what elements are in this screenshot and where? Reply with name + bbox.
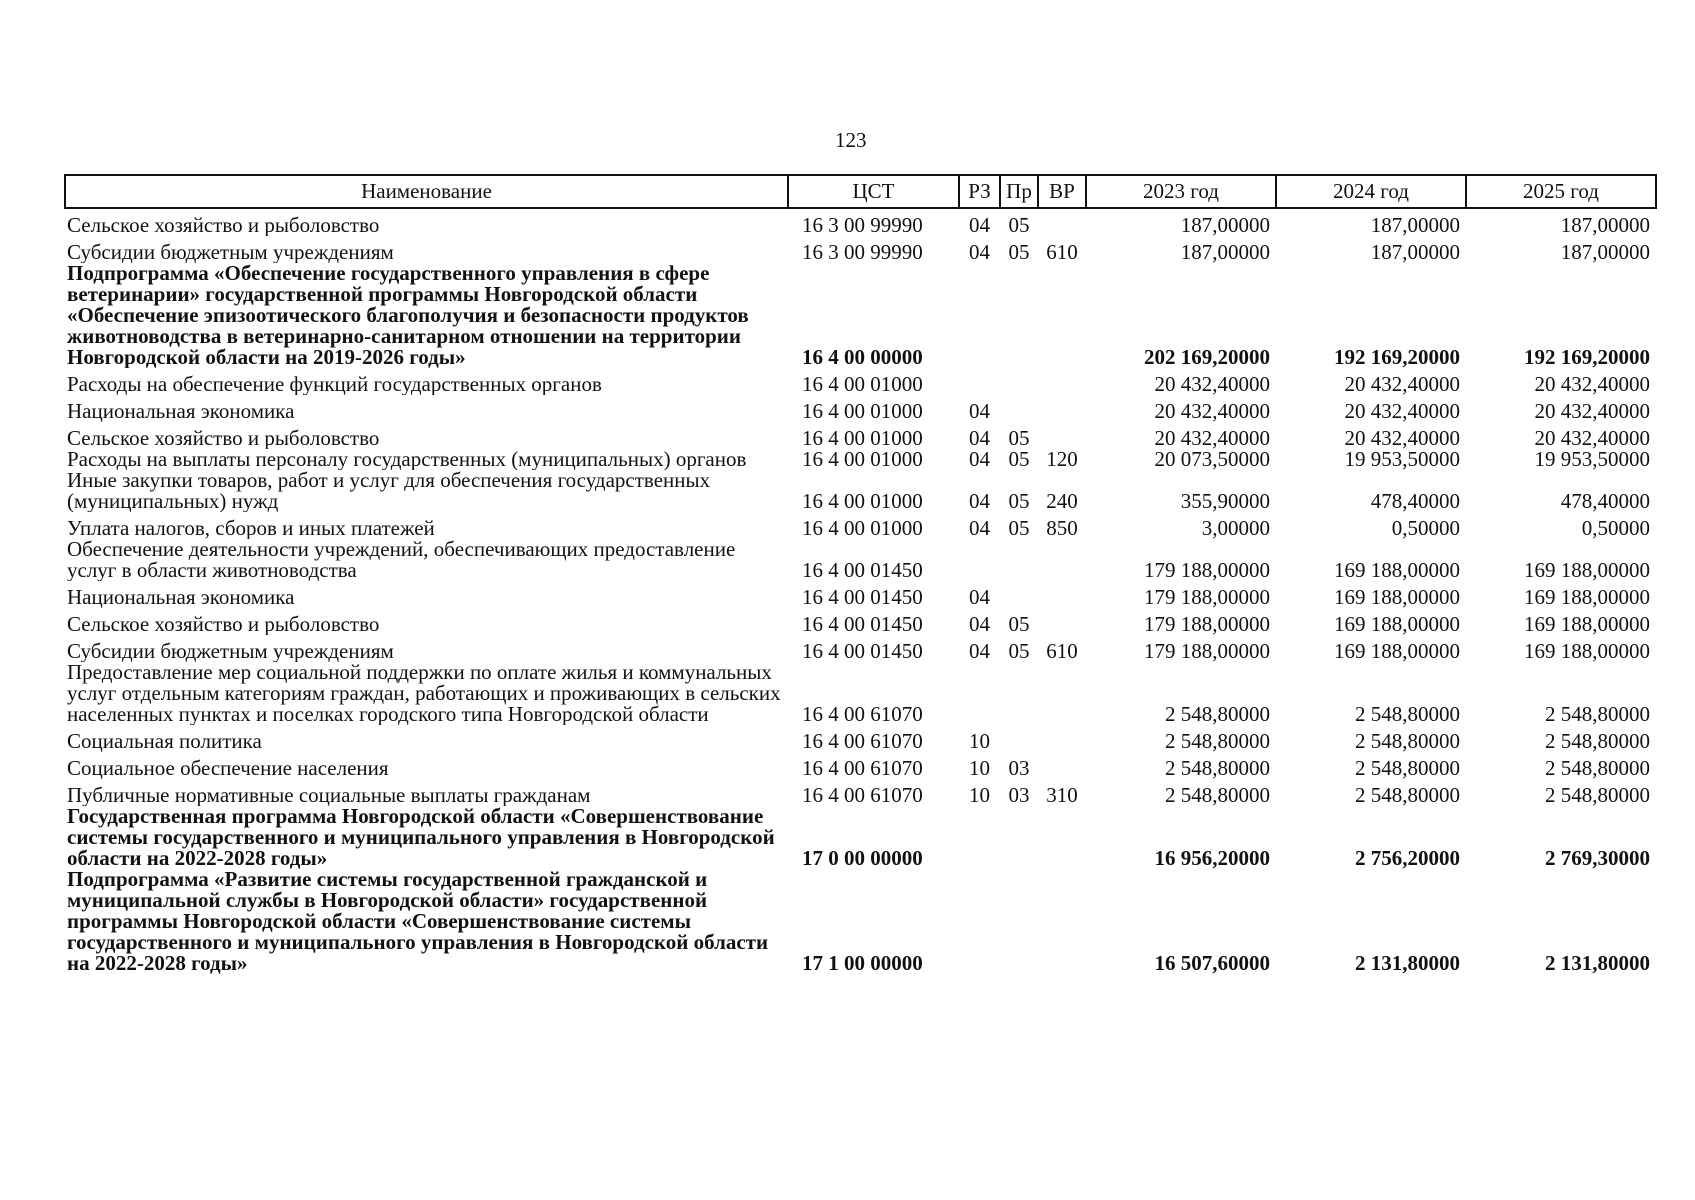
table-row [65,395,1656,422]
table-row [65,368,1656,395]
row-value-2025: 169 188,00000 [1524,612,1650,635]
row-cst: 16 4 00 01000 [802,449,923,470]
row-name: Иные закупки товаров, работ и услуг для обеспечения государственных (муниципальных) нужд [67,470,711,512]
row-value-2025: 2 548,80000 [1545,756,1650,779]
row-name: Национальная экономика [67,585,295,608]
row-cst: 17 0 00 00000 [802,846,923,869]
row-value-2025: 187,00000 [1560,240,1650,263]
row-cst: 16 4 00 01000 [802,372,923,395]
page-number: 123 [835,128,867,152]
row-rz: 10 [969,783,990,806]
row-value-2025: 478,40000 [1560,489,1650,512]
row-value-2025: 19 953,50000 [1534,449,1650,470]
row-value-2023: 20 432,40000 [1154,399,1270,422]
table-body [65,208,1656,974]
row-vr [1038,581,1086,608]
row-rz [959,806,1000,869]
row-rz: 04 [969,516,990,539]
row-rz: 10 [969,756,990,779]
row-value-2025: 2 131,80000 [1545,951,1650,974]
row-rz: 04 [969,449,990,470]
row-rz [959,263,1000,368]
row-value-2024: 2 131,80000 [1355,951,1460,974]
table-row [65,806,1656,869]
row-value-2023: 179 188,00000 [1144,558,1270,581]
row-rz [959,539,1000,581]
row-value-2023: 2 548,80000 [1165,702,1270,725]
table-row [65,470,1656,512]
row-pr [1000,395,1038,422]
row-cst: 16 4 00 61070 [802,729,923,752]
row-pr [1000,806,1038,869]
row-value-2025: 187,00000 [1560,213,1650,236]
row-pr: 05 [1008,489,1030,512]
row-name: Государственная программа Новгородской области «Совершенствование системы государственного и муниципального управления в Новгородской области на 2022-2028 годы» [67,806,775,869]
row-name: Социальная политика [67,729,262,752]
row-pr: 05 [1008,516,1030,539]
table-row [65,208,1656,236]
row-value-2023: 187,00000 [1180,213,1270,236]
row-pr [1000,368,1038,395]
column-header-pr: Пр [1000,175,1038,208]
row-cst: 16 4 00 61070 [802,756,923,779]
row-value-2024: 2 548,80000 [1355,756,1460,779]
row-rz [959,662,1000,725]
column-header-2024: 2024 год [1276,175,1466,208]
row-name: Предоставление мер социальной поддержки по оплате жилья и коммунальных услуг отдельным категориям граждан, работающих и проживающих в сельских населенных пунктах и поселках городского типа Новгородской области [67,662,781,725]
row-rz: 04 [969,585,990,608]
row-cst: 16 4 00 01450 [802,585,923,608]
row-vr [1038,725,1086,752]
row-cst: 16 4 00 01000 [802,426,923,449]
row-pr: 03 [1008,756,1030,779]
row-pr [1000,539,1038,581]
row-value-2024: 0,50000 [1391,516,1460,539]
table-row [65,635,1656,662]
row-vr [1038,608,1086,635]
row-value-2025: 0,50000 [1581,516,1650,539]
row-pr [1000,869,1038,974]
row-value-2024: 169 188,00000 [1334,558,1460,581]
row-cst: 16 4 00 01000 [802,399,923,422]
table-row [65,539,1656,581]
row-name: Сельское хозяйство и рыболовство [67,426,380,449]
row-value-2025: 2 548,80000 [1545,702,1650,725]
row-name: Национальная экономика [67,399,295,422]
row-name: Расходы на обеспечение функций государственных органов [67,372,602,395]
row-vr: 610 [1046,240,1078,263]
row-pr [1000,263,1038,368]
row-cst: 16 4 00 61070 [802,702,923,725]
row-cst: 16 3 00 99990 [802,240,923,263]
row-value-2024: 2 548,80000 [1355,729,1460,752]
row-value-2024: 187,00000 [1370,213,1460,236]
row-cst: 16 4 00 01450 [802,639,923,662]
row-rz [959,869,1000,974]
row-value-2023: 20 073,50000 [1154,449,1270,470]
row-value-2023: 179 188,00000 [1144,585,1270,608]
row-vr [1038,208,1086,236]
column-header-name: Наименование [65,175,788,208]
row-value-2024: 2 548,80000 [1355,702,1460,725]
row-rz [959,368,1000,395]
row-pr: 05 [1008,213,1030,236]
row-cst: 16 3 00 99990 [802,213,923,236]
row-rz: 04 [969,489,990,512]
row-vr [1038,263,1086,368]
row-value-2025: 20 432,40000 [1534,372,1650,395]
row-vr [1038,539,1086,581]
row-name: Обеспечение деятельности учреждений, обеспечивающих предоставление услуг в области животноводства [67,539,736,581]
row-vr: 610 [1046,639,1078,662]
row-value-2024: 2 548,80000 [1355,783,1460,806]
row-vr [1038,368,1086,395]
table-row [65,263,1656,368]
table-row [65,449,1656,470]
row-cst: 16 4 00 01000 [802,516,923,539]
row-value-2023: 2 548,80000 [1165,729,1270,752]
row-cst: 16 4 00 61070 [802,783,923,806]
row-vr [1038,395,1086,422]
table-row [65,779,1656,806]
row-vr [1038,869,1086,974]
row-value-2025: 192 169,20000 [1524,345,1650,368]
row-rz: 04 [969,213,990,236]
row-vr [1038,422,1086,449]
row-name: Социальное обеспечение населения [67,756,389,779]
row-value-2024: 20 432,40000 [1344,399,1460,422]
row-vr: 850 [1046,516,1078,539]
row-value-2023: 16 956,20000 [1154,846,1270,869]
row-value-2025: 20 432,40000 [1534,399,1650,422]
table-row [65,422,1656,449]
table-row [65,236,1656,263]
row-value-2024: 478,40000 [1370,489,1460,512]
row-cst: 16 4 00 01450 [802,558,923,581]
row-name: Уплата налогов, сборов и иных платежей [67,516,435,539]
row-name: Публичные нормативные социальные выплаты гражданам [67,783,591,806]
row-value-2024: 20 432,40000 [1344,426,1460,449]
row-pr [1000,581,1038,608]
row-vr: 120 [1046,449,1078,470]
row-cst: 17 1 00 00000 [802,951,923,974]
row-value-2024: 187,00000 [1370,240,1460,263]
row-name: Расходы на выплаты персоналу государственных (муниципальных) органов [67,449,747,470]
row-value-2023: 16 507,60000 [1154,951,1270,974]
row-vr [1038,662,1086,725]
row-pr: 05 [1008,449,1030,470]
table-row [65,662,1656,725]
row-value-2023: 187,00000 [1180,240,1270,263]
row-vr: 240 [1046,489,1078,512]
row-vr [1038,752,1086,779]
row-cst: 16 4 00 01000 [802,489,923,512]
table-row [65,608,1656,635]
row-value-2023: 179 188,00000 [1144,639,1270,662]
row-pr: 05 [1008,612,1030,635]
row-value-2024: 2 756,20000 [1355,846,1460,869]
row-value-2024: 169 188,00000 [1334,585,1460,608]
row-value-2023: 20 432,40000 [1154,372,1270,395]
row-value-2023: 20 432,40000 [1154,426,1270,449]
table-header [65,175,1656,208]
row-pr [1000,725,1038,752]
row-value-2023: 3,00000 [1201,516,1270,539]
row-value-2024: 169 188,00000 [1334,612,1460,635]
column-header-2025: 2025 год [1466,175,1656,208]
table-row [65,512,1656,539]
column-header-cst: ЦСТ [788,175,959,208]
row-pr: 05 [1008,426,1030,449]
row-name: Сельское хозяйство и рыболовство [67,213,380,236]
table-row [65,725,1656,752]
row-rz: 04 [969,639,990,662]
row-value-2025: 169 188,00000 [1524,585,1650,608]
row-rz: 04 [969,426,990,449]
row-name: Подпрограмма «Развитие системы государственной гражданской и муниципальной службы в Новгородской области» государственной программы Новгородской области «Совершенствование системы государственного и муниципального управления в Новгородской области на 2022-2028 годы» [67,869,769,974]
row-cst: 16 4 00 00000 [802,345,923,368]
table-row [65,581,1656,608]
column-header-rz: РЗ [959,175,1000,208]
row-name: Субсидии бюджетным учреждениям [67,639,394,662]
row-name: Сельское хозяйство и рыболовство [67,612,380,635]
row-cst: 16 4 00 01450 [802,612,923,635]
table-row [65,869,1656,974]
row-pr: 05 [1008,639,1030,662]
row-value-2025: 2 548,80000 [1545,729,1650,752]
row-name: Субсидии бюджетным учреждениям [67,240,394,263]
row-value-2025: 20 432,40000 [1534,426,1650,449]
budget-table [64,174,1657,974]
row-value-2024: 19 953,50000 [1344,449,1460,470]
row-value-2024: 192 169,20000 [1334,345,1460,368]
row-rz: 04 [969,240,990,263]
row-rz: 04 [969,612,990,635]
row-pr: 03 [1008,783,1030,806]
row-value-2025: 169 188,00000 [1524,639,1650,662]
row-vr [1038,806,1086,869]
row-value-2025: 2 769,30000 [1545,846,1650,869]
row-pr [1000,662,1038,725]
row-value-2025: 2 548,80000 [1545,783,1650,806]
row-vr: 310 [1046,783,1078,806]
row-value-2023: 179 188,00000 [1144,612,1270,635]
table-row [65,752,1656,779]
column-header-2023: 2023 год [1086,175,1276,208]
row-value-2023: 202 169,20000 [1144,345,1270,368]
row-value-2023: 2 548,80000 [1165,756,1270,779]
row-rz: 04 [969,399,990,422]
row-value-2025: 169 188,00000 [1524,558,1650,581]
row-value-2023: 355,90000 [1180,489,1270,512]
row-name: Подпрограмма «Обеспечение государственного управления в сфере ветеринарии» государственной программы Новгородской области «Обеспечение эпизоотического благополучия и безопасности продуктов животноводства в ветеринарно-санитарном отношении на территории Новгородской области на 2019-2026 годы» [67,263,749,368]
row-value-2023: 2 548,80000 [1165,783,1270,806]
row-value-2024: 20 432,40000 [1344,372,1460,395]
row-pr: 05 [1008,240,1030,263]
row-rz: 10 [969,729,990,752]
column-header-vr: ВР [1038,175,1086,208]
row-value-2024: 169 188,00000 [1334,639,1460,662]
